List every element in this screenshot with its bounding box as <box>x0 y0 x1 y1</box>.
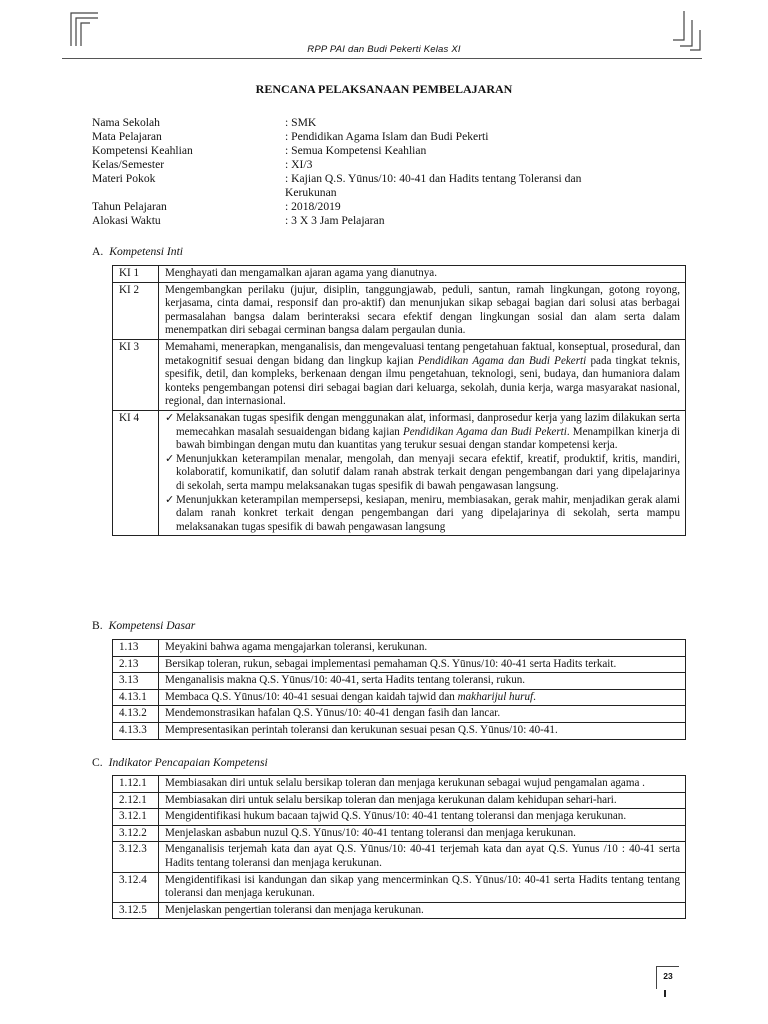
table-row: 3.12.1 Mengidentifikasi hukum bacaan tajwid Q.S. Yūnus/10: 40-41 tentang toleransi dan menjaga kerukunan. <box>113 809 686 826</box>
table-row: 1.12.1 Membiasakan diri untuk selalu bersikap toleran dan menjaga kerukunan sebagai wujud pengamalan agama . <box>113 776 686 793</box>
table-row: 3.12.5 Menjelaskan pengertian toleransi dan menjaga kerukunan. <box>113 902 686 919</box>
table-row: 3.12.3 Menganalisis terjemah kata dan ayat Q.S. Yūnus/10: 40-41 terjemah kata dan ayat Q.S. Yunus /10 : 40-41 serta Hadits tentang toleransi dan menjaga kerukunan. <box>113 842 686 872</box>
checkmark-icon: ✓ <box>165 452 175 465</box>
table-row: 2.13 Bersikap toleran, rukun, sebagai implementasi pemahaman Q.S. Yūnus/10: 40-41 serta Hadits terkait. <box>113 656 686 673</box>
running-header: RPP PAI dan Budi Pekerti Kelas XI <box>307 44 461 55</box>
identity-block <box>92 116 625 228</box>
list-item: ✓ Menunjukkan keterampilan menalar, mengolah, dan menyaji secara efektif, kreatif, produktif, kritis, mandiri, kolaboratif, komunikatif, dan solutif dalam ranah abstrak terkait dengan pengembangan dari yang dipelajarinya di sekolah, serta mampu melaksanakan tugas spesifik di bawah pengawasan langsung. <box>165 452 680 492</box>
table-row: 3.12.4 Mengidentifikasi isi kandungan dan sikap yang mencerminkan Q.S. Yūnus/10: 40-41 serta Hadits tentang tentang toleransi dan menjaga kerukunan. <box>113 872 686 902</box>
checkmark-icon: ✓ <box>165 493 175 506</box>
list-item: ✓ Melaksanakan tugas spesifik dengan menggunakan alat, informasi, danprosedur kerja yang lazim dilakukan serta memecahkan masalah sesuaidengan bidang kajian Pendidikan Agama dan Budi Pekerti. Menampilkan kinerja di bawah bimbingan dengan mutu dan kuantitas yang terukur sesuai dengan standar kompetensi kerja. <box>165 411 681 452</box>
document-title: RENCANA PELAKSANAAN PEMBELAJARAN <box>255 82 513 96</box>
top-left-corner-ornament <box>70 12 100 48</box>
table-row: 4.13.1 Membaca Q.S. Yūnus/10: 40-41 sesuai dengan kaidah tajwid dan makharijul huruf. <box>113 689 686 706</box>
table-row: KI 4 ✓ Melaksanakan tugas spesifik dengan menggunakan alat, informasi, danprosedur kerja yang lazim dilakukan serta memecahkan masalah sesuaidengan bidang kajian Pendidikan Agama dan Budi Pekerti. Menampilkan kinerja di bawah bimbingan dengan mutu dan kuantitas yang terukur sesuai dengan standar kompetensi kerja. ✓ Menunjukkan keterampilan menalar, mengolah, dan menyaji secara efektif, kreatif, produktif, kritis, mandiri, kolaboratif, komunikatif, dan solutif dalam ranah abstrak terkait dengan pengembangan dari yang dipelajarinya di sekolah, serta mampu melaksanakan tugas spesifik di bawah pengawasan langsung. ✓ Menunjukkan keterampilan mempersepsi, kesiapan, meniru, membiasakan, gerak mahir, menjadikan gerak alami dalam ranah konkret terkait dengan pengembangan dari yang dipelajarinya di sekolah, serta mampu melaksanakan tugas spesifik di bawah pengawasan langsung <box>113 410 686 535</box>
identity-row: Kompetensi Keahlian : Semua Kompetensi Keahlian <box>92 144 427 157</box>
section-b-heading: B. Kompetensi Dasar <box>92 619 196 632</box>
indikator-table <box>112 775 686 919</box>
kompetensi-inti-table <box>112 265 686 536</box>
kompetensi-dasar-table <box>112 639 686 740</box>
table-row: KI 2 Mengembangkan perilaku (jujur, disiplin, tanggungjawab, peduli, santun, ramah lingkungan, gotong royong, kerjasama, cinta damai, responsif dan pro-aktif) dan menunjukan sikap sebagai bagian dari solusi atas berbagai permasalahan bangsa dalam berinteraksi secara efektif dengan lingkungan sosial dan alam serta dalam menempatkan diri sebagai cerminan bangsa dalam pergaulan dunia. <box>113 282 686 339</box>
table-row: KI 3 Memahami, menerapkan, menganalisis, dan mengevaluasi tentang pengetahuan faktual, konseptual, prosedural, dan metakognitif sesuai dengan bidang dan lingkup kajian Pendidikan Agama dan Budi Pekerti pada tingkat teknis, spesifik, detil, dan kompleks, berkenaan dengan ilmu pengetahuan, teknologi, seni, budaya, dan humaniora dalam konteks pengembangan potensi diri sebagai bagian dari keluarga, sekolah, dunia kerja, warga masyarakat nasional, regional, dan internasional. <box>113 339 686 410</box>
section-c-heading: C. Indikator Pencapaian Kompetensi <box>92 756 268 769</box>
section-a-heading: A. Kompetensi Inti <box>92 245 184 258</box>
identity-row: Kelas/Semester : XI/3 <box>92 158 313 171</box>
page-number-tick <box>664 990 666 997</box>
table-row: 2.12.1 Membiasakan diri untuk selalu bersikap toleran dan menjaga kerukunan dalam kehidupan sehari-hari. <box>113 792 686 809</box>
header-divider <box>62 58 702 59</box>
table-row: 3.13 Menganalisis makna Q.S. Yūnus/10: 40-41, serta Hadits tentang toleransi, rukun. <box>113 673 686 690</box>
identity-row: Alokasi Waktu : 3 X 3 Jam Pelajaran <box>92 214 385 227</box>
table-row: 1.13 Meyakini bahwa agama mengajarkan toleransi, kerukunan. <box>113 640 686 657</box>
table-row: 3.12.2 Menjelaskan asbabun nuzul Q.S. Yūnus/10: 40-41 tentang toleransi dan menjaga kerukunan. <box>113 825 686 842</box>
checkmark-icon: ✓ <box>165 411 175 424</box>
list-item: ✓ Menunjukkan keterampilan mempersepsi, kesiapan, meniru, membiasakan, gerak mahir, menjadikan gerak alami dalam ranah konkret terkait dengan pengembangan dari yang dipelajarinya di sekolah, serta mampu melaksanakan tugas spesifik di bawah pengawasan langsung <box>165 493 680 533</box>
identity-row: Tahun Pelajaran : 2018/2019 <box>92 200 341 213</box>
identity-row: Nama Sekolah : SMK <box>92 116 317 129</box>
page-number: 23 <box>656 966 679 989</box>
table-row: 4.13.3 Mempresentasikan perintah toleransi dan kerukunan sesuai pesan Q.S. Yūnus/10: 40-41. <box>113 722 686 739</box>
identity-row: Mata Pelajaran : Pendidikan Agama Islam dan Budi Pekerti <box>92 130 489 143</box>
table-row: 4.13.2 Mendemonstrasikan hafalan Q.S. Yūnus/10: 40-41 dengan fasih dan lancar. <box>113 706 686 723</box>
identity-row: Materi Pokok : Kajian Q.S. Yūnus/10: 40-41 dan Hadits tentang Toleransi dan Kerukunan <box>92 172 582 199</box>
table-row: KI 1 Menghayati dan mengamalkan ajaran agama yang dianutnya. <box>113 266 686 283</box>
